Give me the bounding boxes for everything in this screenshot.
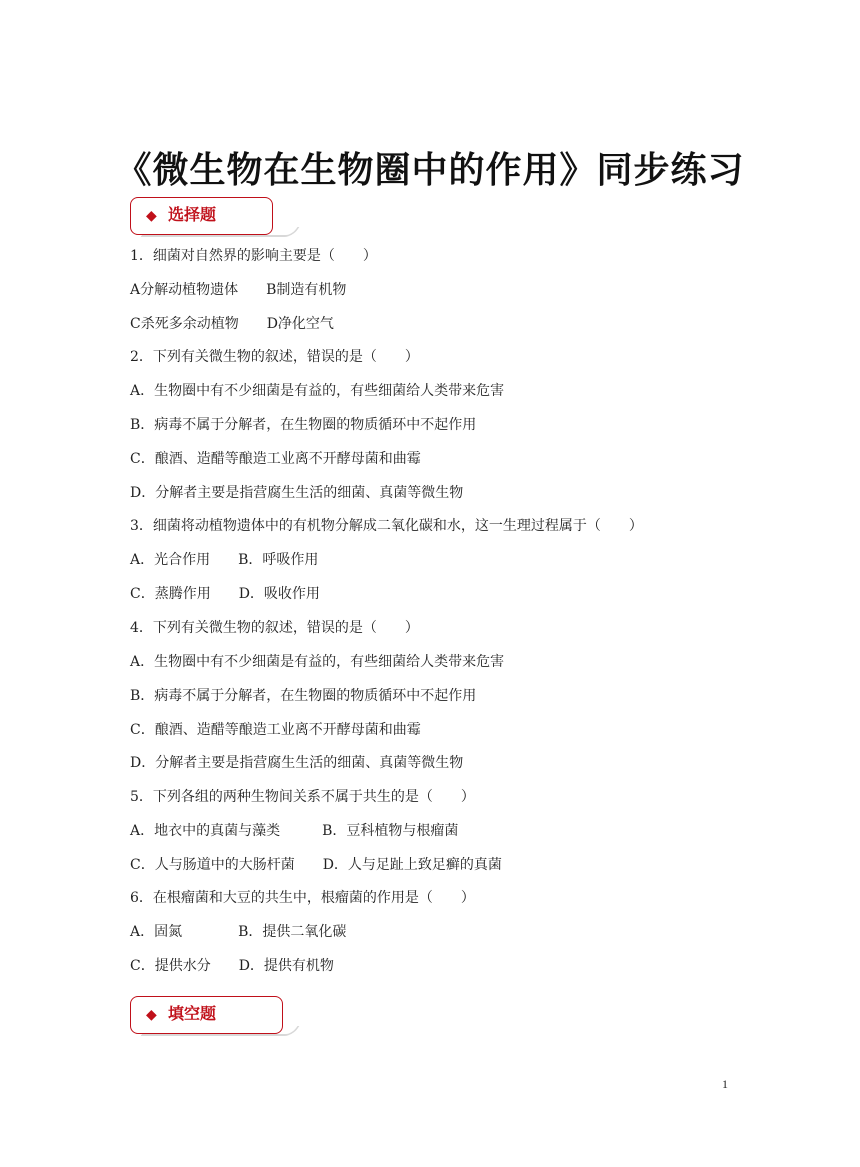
question-4-option-c: C．酿酒、造醋等酿造工业离不开酵母菌和曲霉 [130, 722, 421, 738]
question-2-option-a: A．生物圈中有不少细菌是有益的，有些细菌给人类带来危害 [130, 383, 505, 399]
question-6-options-ab: A．固氮 B．提供二氧化碳 [130, 924, 347, 940]
question-3-options-cd: C．蒸腾作用 D．吸收作用 [130, 586, 320, 602]
question-2-option-d: D．分解者主要是指营腐生生活的细菌、真菌等微生物 [130, 485, 464, 501]
question-1-options-cd: C杀死多余动植物 D净化空气 [130, 316, 334, 332]
question-4-option-a: A．生物圈中有不少细菌是有益的，有些细菌给人类带来危害 [130, 654, 505, 670]
question-2-option-b: B．病毒不属于分解者，在生物圈的物质循环中不起作用 [130, 417, 477, 433]
question-1-stem: 1．细菌对自然界的影响主要是（ ） [130, 248, 377, 264]
section-header-fill [130, 996, 290, 1038]
section-header-choice [130, 197, 290, 239]
question-4-stem: 4．下列有关微生物的叙述，错误的是（ ） [130, 620, 419, 636]
question-2-stem: 2．下列有关微生物的叙述，错误的是（ ） [130, 349, 419, 365]
question-4-option-b: B．病毒不属于分解者，在生物圈的物质循环中不起作用 [130, 688, 477, 704]
question-5-options-ab: A．地衣中的真菌与藻类 B．豆科植物与根瘤菌 [130, 823, 459, 839]
question-5-stem: 5．下列各组的两种生物间关系不属于共生的是（ ） [130, 789, 475, 805]
page-number: 1 [722, 1077, 728, 1091]
section-label-choice: 选择题 [168, 205, 217, 224]
page-title: 《微生物在生物圈中的作用》同步练习 [115, 150, 745, 191]
diamond-icon: ◆ [146, 208, 157, 224]
question-6-stem: 6．在根瘤菌和大豆的共生中，根瘤菌的作用是（ ） [130, 890, 475, 906]
question-3-stem: 3．细菌将动植物遗体中的有机物分解成二氧化碳和水，这一生理过程属于（ ） [130, 518, 643, 534]
question-1-options-ab: A分解动植物遗体 B制造有机物 [130, 282, 347, 298]
diamond-icon: ◆ [146, 1007, 157, 1023]
question-6-options-cd: C．提供水分 D．提供有机物 [130, 958, 334, 974]
question-4-option-d: D．分解者主要是指营腐生生活的细菌、真菌等微生物 [130, 755, 464, 771]
question-5-options-cd: C．人与肠道中的大肠杆菌 D．人与足趾上致足癣的真菌 [130, 857, 502, 873]
question-3-options-ab: A．光合作用 B．呼吸作用 [130, 552, 319, 568]
section-label-fill: 填空题 [168, 1004, 217, 1023]
question-2-option-c: C．酿酒、造醋等酿造工业离不开酵母菌和曲霉 [130, 451, 421, 467]
